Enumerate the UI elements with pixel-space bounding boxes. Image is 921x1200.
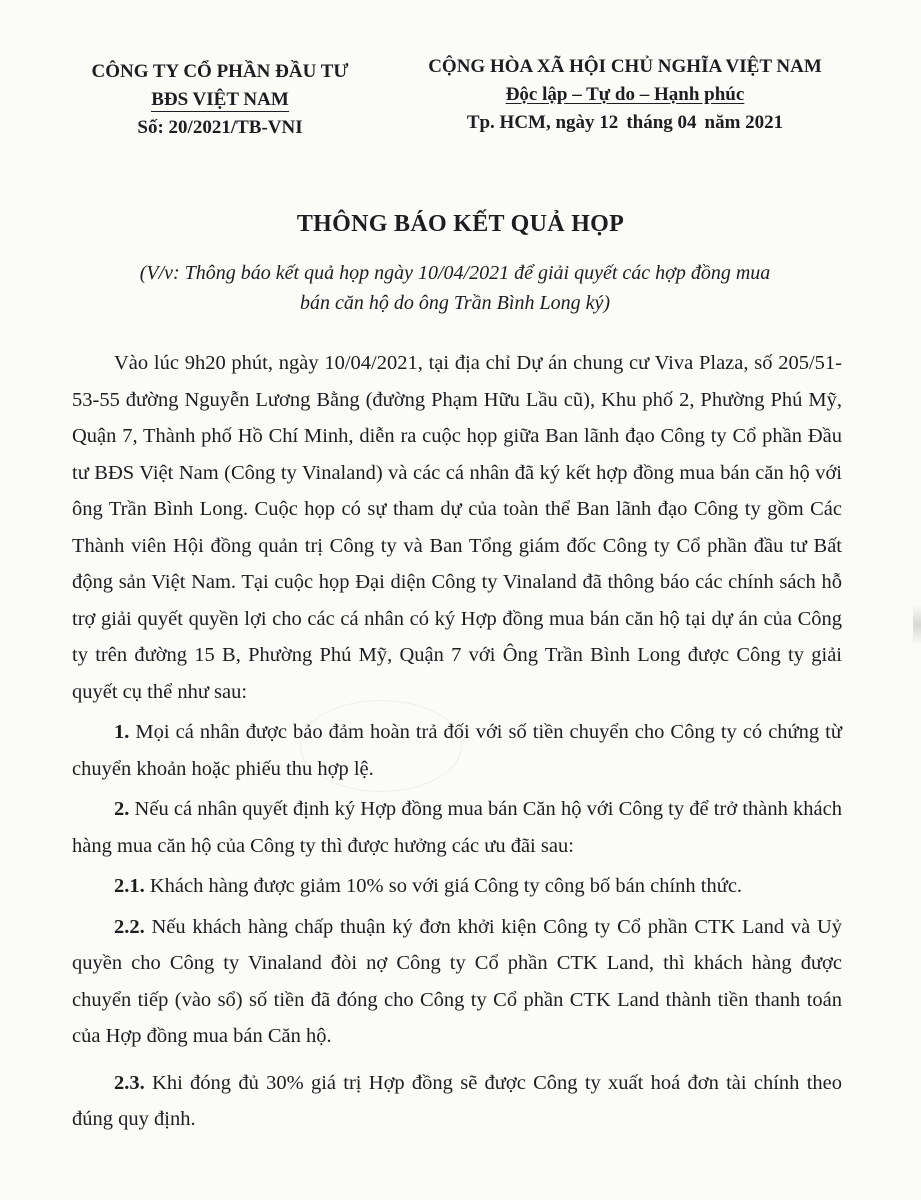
national-motto: Độc lập – Tự do – Hạnh phúc	[505, 84, 745, 105]
issue-date	[400, 109, 850, 137]
clause-1	[72, 714, 842, 787]
clause-text: Mọi cá nhân được bảo đảm hoàn trả đối với số tiền chuyển cho Công ty có chứng từ chuyển khoản hoặc phiếu thu hợp lệ.	[72, 721, 842, 780]
clause-text: Khi đóng đủ 30% giá trị Hợp đồng sẽ được Công ty xuất hoá đơn tài chính theo đúng quy định.	[72, 1071, 842, 1130]
clause-number: 2.3.	[114, 1071, 145, 1094]
clause-number: 2.1.	[114, 875, 145, 897]
document-body	[72, 345, 842, 1138]
document-subject	[60, 258, 850, 318]
nation-name: CỘNG HÒA XÃ HỘI CHỦ NGHĨA VIỆT NAM	[428, 56, 822, 77]
document-title: THÔNG BÁO KẾT QUẢ HỌP	[296, 211, 625, 237]
clause-2	[72, 791, 842, 864]
clause-number: 1.	[114, 721, 130, 743]
subject-line-2: bán căn hộ do ông Trần Bình Long ký)	[300, 292, 610, 314]
clause-2-1	[72, 868, 842, 905]
date-day: Tp. HCM, ngày 12	[466, 112, 619, 133]
clause-number: 2.	[114, 798, 130, 820]
date-year: năm 2021	[704, 112, 784, 133]
clause-text: Khách hàng được giảm 10% so với giá Công ty công bố bán chính thức.	[144, 875, 743, 897]
date-month: tháng 04	[626, 112, 697, 133]
subject-line-1: (V/v: Thông báo kết quả họp ngày 10/04/2021 để giải quyết các hợp đồng mua	[139, 262, 771, 284]
clause-text: Nếu khách hàng chấp thuận ký đơn khởi kiện Công ty Cổ phần CTK Land và Uỷ quyền cho Công ty Vinaland đòi nợ Công ty Cổ phần CTK Land, thì khách hàng được chuyển tiếp (vào sổ) số tiền đã đóng cho Công ty Cổ phần CTK Land thành tiền thanh toán của Hợp đồng mua bán Căn hộ.	[72, 915, 842, 1047]
scan-artifact	[913, 605, 921, 645]
document-number: Số: 20/2021/TB-VNI	[137, 117, 303, 138]
company-header	[40, 58, 400, 142]
nation-header	[400, 53, 850, 137]
clause-number: 2.2.	[114, 915, 145, 938]
clause-text: Nếu cá nhân quyết định ký Hợp đồng mua bán Căn hộ với Công ty để trở thành khách hàng mua căn hộ của Công ty thì được hưởng các ưu đãi sau:	[72, 798, 842, 857]
clause-2-3	[72, 1065, 842, 1138]
company-name-line1: CÔNG TY CỔ PHẦN ĐẦU TƯ	[91, 61, 349, 82]
company-name-line2: BĐS VIỆT NAM	[151, 89, 289, 110]
clause-2-2	[72, 909, 842, 1055]
intro-paragraph: Vào lúc 9h20 phút, ngày 10/04/2021, tại địa chỉ Dự án chung cư Viva Plaza, số 205/51-53-55 đường Nguyễn Lương Bằng (đường Phạm Hữu Lầu cũ), Khu phố 2, Phường Phú Mỹ, Quận 7, Thành phố Hồ Chí Minh, diễn ra cuộc họp giữa Ban lãnh đạo Công ty Cổ phần Đầu tư BĐS Việt Nam (Công ty Vinaland) và các cá nhân đã ký kết hợp đồng mua bán căn hộ với ông Trần Bình Long. Cuộc họp có sự tham dự của toàn thể Ban lãnh đạo Công ty gồm Các Thành viên Hội đồng quản trị Công ty và Ban Tổng giám đốc Công ty Cổ phần đầu tư Bất động sản Việt Nam. Tại cuộc họp Đại diện Công ty Vinaland đã thông báo các chính sách hỗ trợ giải quyết quyền lợi cho các cá nhân có ký Hợp đồng mua bán căn hộ tại dự án của Công ty trên đường 15 B, Phường Phú Mỹ, Quận 7 với Ông Trần Bình Long được Công ty giải quyết cụ thể như sau:	[72, 352, 842, 703]
